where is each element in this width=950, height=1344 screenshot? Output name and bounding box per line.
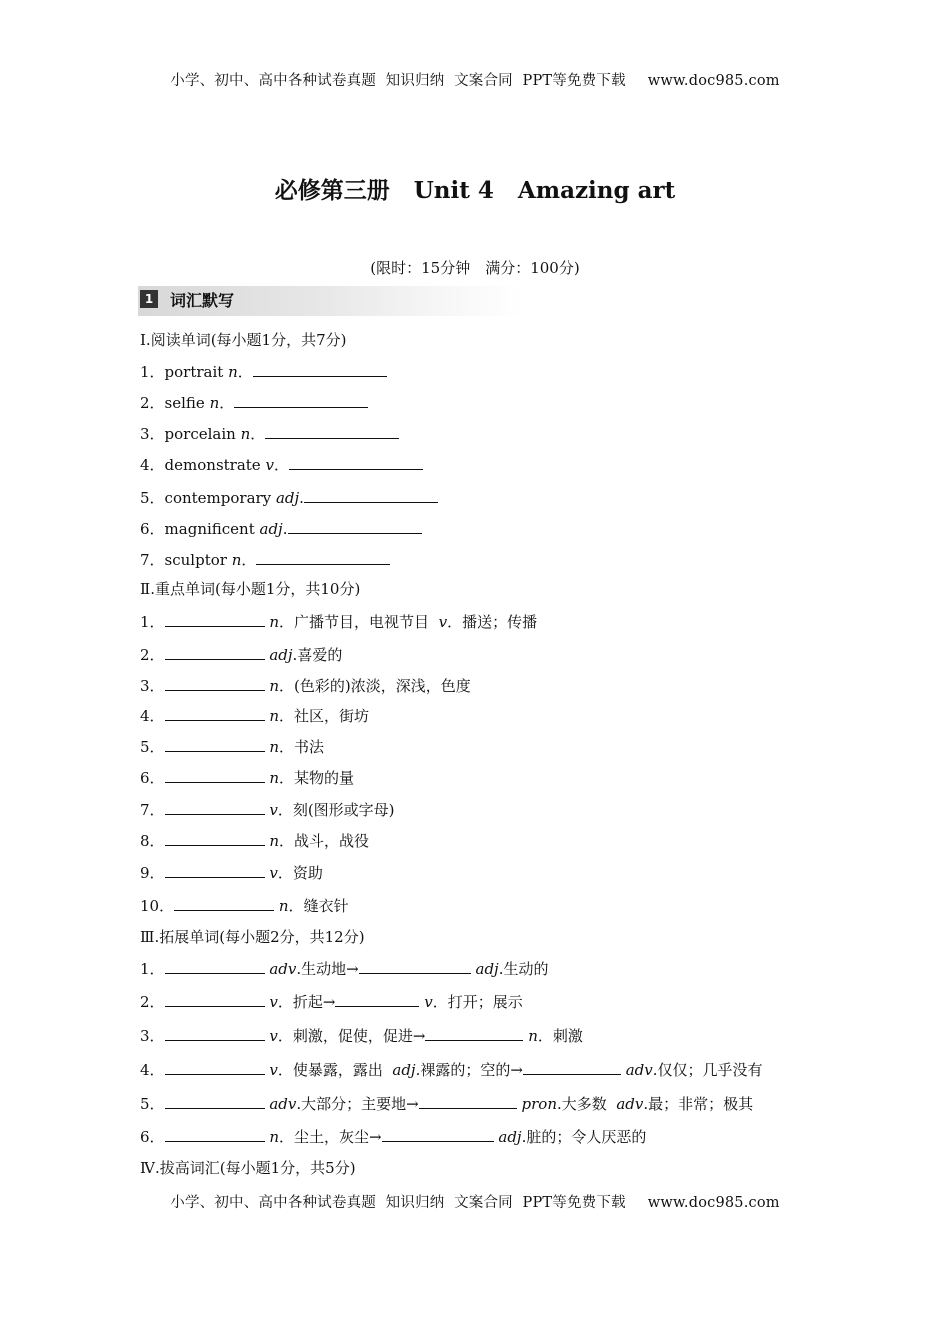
item-meaning-2: 大多数: [561, 1095, 617, 1113]
item-number: 5．: [140, 1095, 165, 1113]
answer-blank[interactable]: [165, 958, 265, 974]
item-pos-2: adj: [498, 1128, 522, 1146]
part3-heading: [140, 926, 365, 948]
answer-blank[interactable]: [256, 549, 390, 565]
item-word: selfie: [164, 394, 210, 412]
item-pos-2: v: [438, 613, 448, 631]
page-header: [0, 69, 950, 90]
part2-title: Ⅱ.重点单词: [140, 580, 215, 598]
item-number: 1．: [140, 363, 165, 381]
item-sep: ．: [277, 801, 293, 819]
answer-blank[interactable]: [165, 862, 265, 878]
answer-blank[interactable]: [165, 644, 265, 660]
answer-blank[interactable]: [289, 454, 423, 470]
item-pos: adv: [269, 960, 297, 978]
item-number: 1．: [140, 960, 165, 978]
answer-blank[interactable]: [359, 958, 471, 974]
section-number-badge: 1: [140, 290, 158, 308]
part2-item-2: [140, 644, 342, 666]
item-meaning-2: 脏的；令人厌恶的: [526, 1128, 647, 1146]
item-meaning: 尘土，灰尘: [294, 1128, 370, 1146]
arrow-icon: →: [369, 1128, 382, 1146]
item-pos: v: [269, 801, 278, 819]
item-pos-2: pron: [521, 1095, 557, 1113]
item-pos-2: adv: [625, 1061, 653, 1079]
item-sep: ．: [447, 613, 463, 631]
item-sep: .: [292, 646, 298, 664]
item-meaning-2: 仅仅；几乎没有: [657, 1061, 763, 1079]
item-sep: ．: [279, 677, 295, 695]
answer-blank[interactable]: [165, 799, 265, 815]
part3-note: (每小题2分，共12分): [219, 928, 365, 946]
item-pos: v: [269, 1061, 278, 1079]
answer-blank[interactable]: [265, 423, 399, 439]
part3-title: Ⅲ.拓展单词: [140, 928, 220, 946]
item-number: 10．: [140, 897, 175, 915]
item-sep: ．: [219, 394, 235, 412]
item-number: 4．: [140, 1061, 165, 1079]
item-number: 8．: [140, 832, 165, 850]
item-pos: adv: [269, 1095, 297, 1113]
part2-item-9: [140, 862, 323, 884]
part3-item-1: [140, 958, 549, 980]
answer-blank[interactable]: [523, 1059, 621, 1075]
part4-note: (每小题1分，共5分): [219, 1159, 356, 1177]
item-word: portrait: [164, 363, 229, 381]
item-pos: n: [269, 1128, 279, 1146]
part2-item-5: [140, 736, 324, 758]
answer-blank[interactable]: [165, 675, 265, 691]
item-number: 9．: [140, 864, 165, 882]
item-meaning: 书法: [294, 738, 325, 756]
item-sep: ．: [432, 993, 448, 1011]
item-sep: ．: [277, 1061, 293, 1079]
answer-blank[interactable]: [382, 1126, 494, 1142]
answer-blank[interactable]: [288, 518, 422, 534]
item-meaning: 战斗，战役: [294, 832, 370, 850]
item-word: sculptor: [164, 551, 232, 569]
part2-note: (每小题1分，共10分): [214, 580, 361, 598]
item-pos: n: [240, 425, 251, 443]
item-number: 1．: [140, 613, 165, 631]
item-mid-pos: adj: [392, 1061, 416, 1079]
item-number: 3．: [140, 425, 165, 443]
header-text: 小学、初中、高中各种试卷真题 知识归纳 文案合同 PPT等免费下载: [170, 73, 626, 89]
part2-item-8: [140, 830, 369, 852]
item-sep: .: [556, 1095, 562, 1113]
item-pos: adj: [259, 520, 283, 538]
answer-blank[interactable]: [165, 767, 265, 783]
arrow-icon: →: [406, 1095, 419, 1113]
header-url: www.doc985.com: [647, 73, 780, 89]
item-sep: .: [296, 960, 302, 978]
item-meaning-2: 打开；展示: [447, 993, 523, 1011]
item-sep: ．: [279, 613, 295, 631]
item-sep: ．: [237, 363, 253, 381]
item-sep: ．: [279, 769, 295, 787]
part2-item-4: [140, 705, 369, 727]
item-number: 4．: [140, 707, 165, 725]
answer-blank[interactable]: [165, 1126, 265, 1142]
item-sep: ．: [277, 864, 293, 882]
part3-item-2: [140, 991, 523, 1013]
page-footer: [0, 1191, 950, 1212]
part1-note: (每小题1分，共7分): [210, 331, 347, 349]
part4-title: Ⅳ.拔高词汇: [140, 1159, 220, 1177]
item-pos: adj: [275, 489, 300, 507]
item-pos: n: [269, 677, 279, 695]
part3-item-4: [140, 1059, 763, 1081]
item-pos: n: [269, 769, 279, 787]
item-meaning-2: 生动的: [503, 960, 549, 978]
item-meaning: 某物的量: [294, 769, 355, 787]
answer-blank[interactable]: [304, 487, 438, 503]
item-meaning: 生动地: [301, 960, 347, 978]
item-sep: ．: [277, 1027, 293, 1045]
footer-text: 小学、初中、高中各种试卷真题 知识归纳 文案合同 PPT等免费下载: [170, 1195, 626, 1211]
part2-item-3: [140, 675, 471, 697]
item-meaning-2: 播送；传播: [462, 613, 538, 631]
part1-item-2: [140, 392, 368, 414]
title-unit: Unit 4: [413, 177, 494, 204]
item-word: magnificent: [164, 520, 260, 538]
answer-blank[interactable]: [335, 991, 419, 1007]
item-meaning: 社区，街坊: [294, 707, 370, 725]
item-sep: ．: [279, 1128, 295, 1146]
item-meaning: 资助: [292, 864, 323, 882]
item-sep: ．: [288, 897, 304, 915]
title-book: 必修第三册: [274, 177, 390, 204]
answer-blank[interactable]: [165, 611, 265, 627]
item-word: demonstrate: [164, 456, 266, 474]
item-pos-2: v: [424, 993, 433, 1011]
item-pos-2: adj: [475, 960, 499, 978]
item-pos: n: [269, 613, 279, 631]
item-pos: n: [269, 738, 279, 756]
item-sep: .: [296, 1095, 302, 1113]
part1-item-3: [140, 423, 399, 445]
item-number: 7．: [140, 551, 165, 569]
item-word: porcelain: [164, 425, 241, 443]
item-sep: ．: [250, 425, 266, 443]
item-meaning: 刻(图形或字母): [292, 801, 395, 819]
item-pos: n: [269, 832, 279, 850]
item-sep: .: [521, 1128, 527, 1146]
item-pos: n: [231, 551, 242, 569]
answer-blank[interactable]: [425, 1025, 523, 1041]
part3-item-5: [140, 1093, 753, 1115]
arrow-icon: →: [510, 1061, 523, 1079]
part2-item-1: [140, 611, 537, 633]
part1-item-1: [140, 361, 387, 383]
part3-item-3: [140, 1025, 583, 1047]
part1-item-4: [140, 454, 423, 476]
answer-blank[interactable]: [165, 705, 265, 721]
arrow-icon: →: [412, 1027, 426, 1045]
item-meaning: 喜爱的: [297, 646, 343, 664]
item-sep: ．: [537, 1027, 553, 1045]
item-sep: ．: [241, 551, 257, 569]
part2-heading: [140, 578, 360, 600]
item-pos-2: n: [528, 1027, 538, 1045]
item-number: 6．: [140, 520, 165, 538]
answer-blank[interactable]: [253, 361, 387, 377]
item-pos-3: adv: [616, 1095, 644, 1113]
part4-heading: [140, 1157, 356, 1179]
arrow-icon: →: [346, 960, 359, 978]
item-meaning: 大部分；主要地: [301, 1095, 407, 1113]
item-sep: ．: [273, 456, 289, 474]
time-limit: (限时：15分钟 满分：100分): [370, 259, 580, 277]
part1-item-5: [140, 487, 438, 509]
item-number: 3．: [140, 677, 165, 695]
item-number: 2．: [140, 394, 165, 412]
item-pos: v: [269, 864, 278, 882]
item-pos: v: [269, 993, 278, 1011]
item-meaning: 折起: [292, 993, 323, 1011]
item-pos: adj: [269, 646, 293, 664]
item-number: 4．: [140, 456, 165, 474]
part1-heading: [140, 329, 347, 351]
item-number: 3．: [140, 1027, 165, 1045]
item-number: 6．: [140, 1128, 165, 1146]
part2-item-6: [140, 767, 354, 789]
item-pos: v: [269, 1027, 278, 1045]
section-label: 词汇默写: [170, 291, 235, 310]
item-number: 5．: [140, 738, 165, 756]
item-mid-meaning: .裸露的；空的: [415, 1061, 511, 1079]
arrow-icon: →: [322, 993, 336, 1011]
item-meaning: 缝衣针: [303, 897, 349, 915]
item-sep: ．: [279, 832, 295, 850]
part1-item-6: [140, 518, 422, 540]
item-meaning-2: 刺激: [552, 1027, 583, 1045]
item-sep: .: [498, 960, 504, 978]
item-meaning: 使暴露，露出: [292, 1061, 393, 1079]
item-sep: ．: [279, 738, 295, 756]
page-title: [0, 172, 950, 205]
item-word: contemporary: [164, 489, 276, 507]
item-meaning: (色彩的)浓淡，深浅，色度: [294, 677, 471, 695]
item-pos: n: [278, 897, 289, 915]
item-sep: .: [299, 489, 304, 507]
answer-blank[interactable]: [165, 991, 265, 1007]
part2-item-7: [140, 799, 395, 821]
item-sep: ．: [277, 993, 293, 1011]
answer-blank[interactable]: [165, 1093, 265, 1109]
footer-url: www.doc985.com: [647, 1195, 780, 1211]
item-sep: .: [282, 520, 288, 538]
item-pos: v: [265, 456, 274, 474]
item-meaning-3: .最；非常；极其: [643, 1095, 754, 1113]
section-tag: [138, 286, 522, 316]
item-meaning: 广播节目，电视节目: [294, 613, 430, 631]
part1-item-7: [140, 549, 390, 571]
answer-blank[interactable]: [165, 830, 265, 846]
answer-blank[interactable]: [165, 1059, 265, 1075]
item-pos: n: [269, 707, 279, 725]
part2-item-10: [140, 895, 349, 917]
item-sep: .: [652, 1061, 658, 1079]
item-number: 5．: [140, 489, 165, 507]
item-number: 6．: [140, 769, 165, 787]
item-sep: ．: [279, 707, 295, 725]
item-pos: n: [209, 394, 220, 412]
item-meaning: 刺激，促使，促进: [292, 1027, 413, 1045]
item-number: 2．: [140, 993, 165, 1011]
item-number: 2．: [140, 646, 165, 664]
answer-blank[interactable]: [165, 736, 265, 752]
title-name: Amazing art: [517, 177, 676, 204]
answer-blank[interactable]: [174, 895, 274, 911]
part1-title: Ⅰ.阅读单词: [140, 331, 211, 349]
answer-blank[interactable]: [419, 1093, 517, 1109]
answer-blank[interactable]: [234, 392, 368, 408]
answer-blank[interactable]: [165, 1025, 265, 1041]
item-number: 7．: [140, 801, 165, 819]
part3-item-6: [140, 1126, 646, 1148]
item-pos: n: [228, 363, 238, 381]
